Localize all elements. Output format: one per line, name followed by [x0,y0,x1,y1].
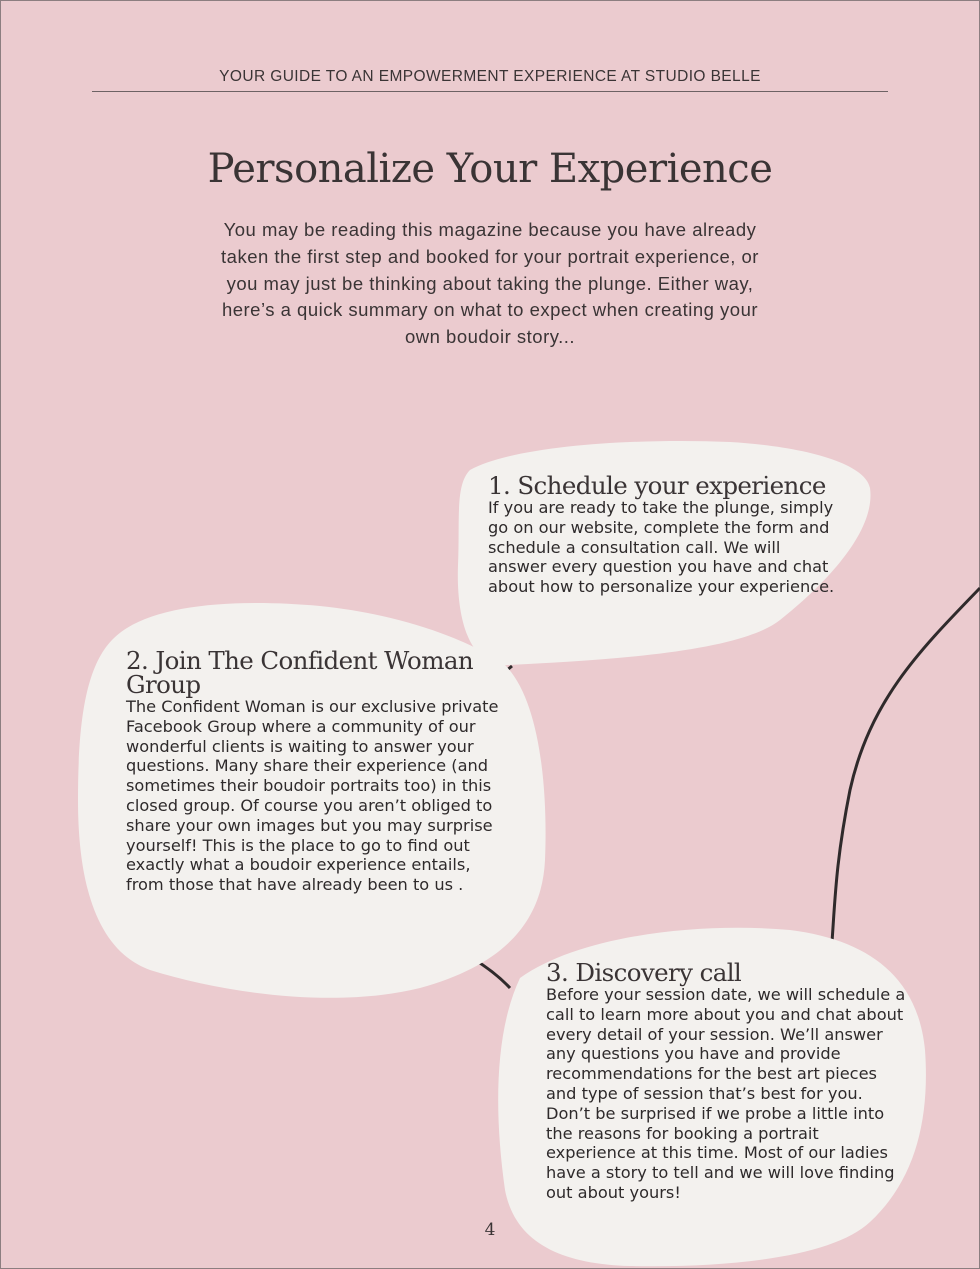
step-3 [546,958,906,1203]
step-3-title: 3. Discovery call [546,958,742,987]
step-2-body: The Confident Woman is our exclusive private Facebook Group where a community of our wonderful clients is waiting to answer your questions. Many share their experience (and sometimes their boudoir portraits too) in this closed group. Of course you aren’t obliged to share your own images but you may surprise yourself! This is the place to go to find out exactly what a boudoir experience entails, from those that have already been to us . [126,697,499,895]
page-number: 4 [484,1220,496,1240]
step-3-body: Before your session date, we will schedule a call to learn more about you and chat about every detail of your session. We’ll answer any questions you have and provide recommendations for the best art pieces and type of session that’s best for you. Don’t be surprised if we probe a little into the reasons for booking a portrait experience at this time. Most of our ladies have a story to tell and we will love finding out about yours! [546,985,906,1202]
step-1-title: 1. Schedule your experience [488,471,826,500]
page-header: YOUR GUIDE TO AN EMPOWERMENT EXPERIENCE AT STUDIO BELLE [219,68,761,85]
page-title: Personalize Your Experience [207,146,773,192]
step-2 [126,646,506,895]
step-1 [488,471,838,597]
intro-paragraph: You may be reading this magazine because you have already taken the first step and booked for your portrait experience, or you may just be thinking about taking the plunge. Either way, here’s a quick summary on what to expect when creating your own boudoir story... [221,219,759,348]
step-2-title: 2. Join The Confident Woman Group [126,646,474,699]
connector-line-curve [832,588,980,942]
step-1-body: If you are ready to take the plunge, simply go on our website, complete the form and schedule a consultation call. We will answer every question you have and chat about how to personalize your experience. [488,498,835,597]
